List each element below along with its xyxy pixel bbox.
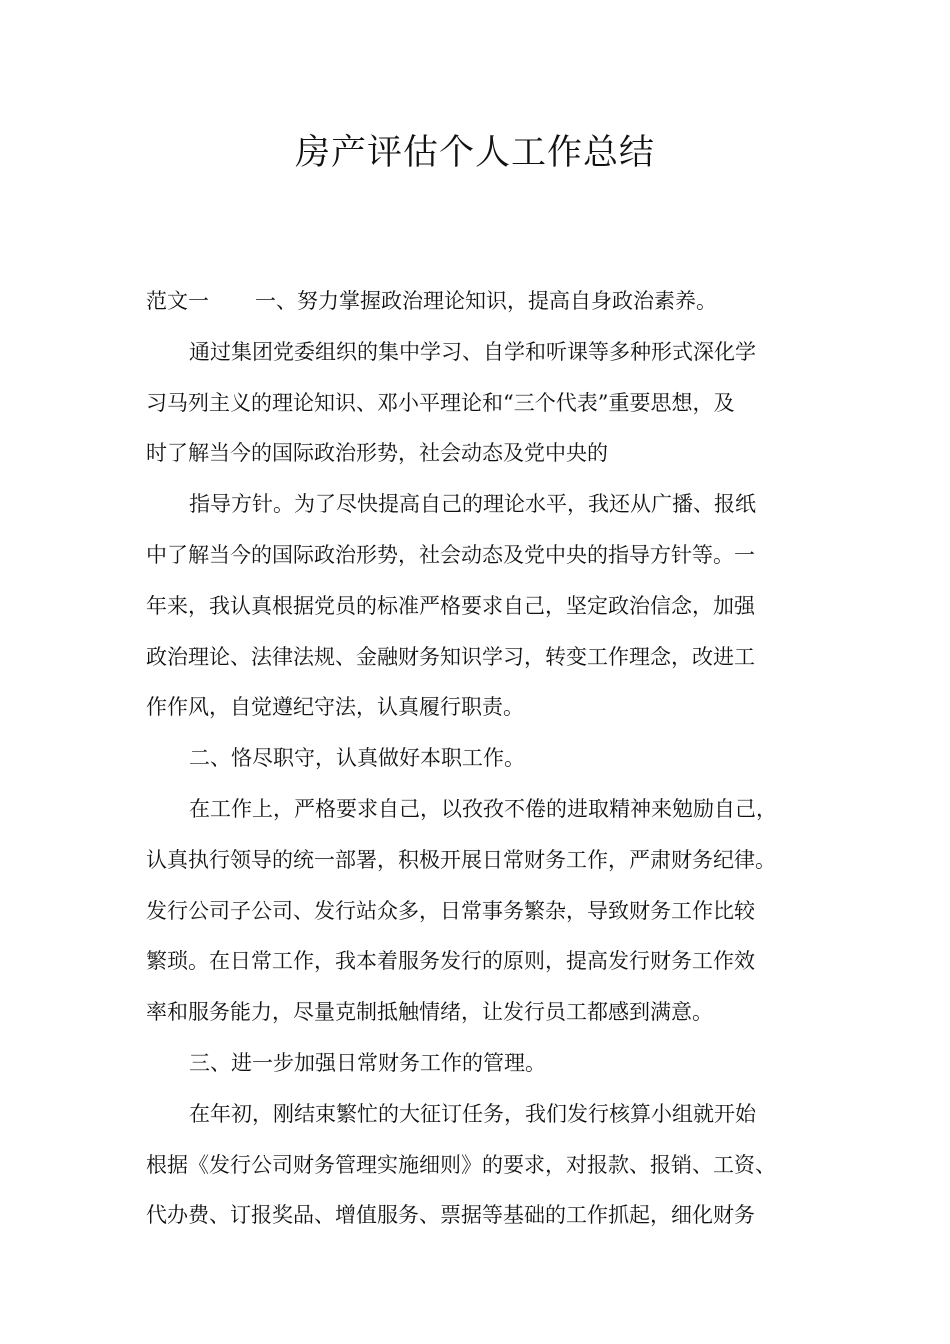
body-line-18: 根据《发行公司财务管理实施细则》的要求，对报款、报销、工资、 [146, 1152, 776, 1177]
body-line-8: 政治理论、法律法规、金融财务知识学习，转变工作理念，改进工 [146, 644, 755, 669]
body-line-15: 率和服务能力，尽量克制抵触情绪，让发行员工都感到满意。 [146, 1000, 713, 1025]
document-body [146, 276, 816, 1241]
section-heading-1: 一、努力掌握政治理论知识，提高自身政治素养。 [255, 289, 717, 313]
section-heading-2: 二、恪尽职守，认真做好本职工作。 [189, 746, 525, 771]
body-line-12: 认真执行领导的统一部署，积极开展日常财务工作，严肃财务纪律。 [146, 847, 776, 872]
sample-label: 范文一 [146, 289, 209, 313]
body-line-1 [146, 276, 816, 327]
body-line-4: 时了解当今的国际政治形势，社会动态及党中央的 [146, 441, 608, 466]
body-line-11: 在工作上，严格要求自己，以孜孜不倦的进取精神来勉励自己， [189, 796, 777, 821]
body-line-7: 年来，我认真根据党员的标准严格要求自己，坚定政治信念，加强 [146, 593, 755, 618]
section-heading-3: 三、进一步加强日常财务工作的管理。 [189, 1050, 546, 1075]
body-line-14: 繁琐。在日常工作，我本着服务发行的原则，提高发行财务工作效 [146, 949, 755, 974]
body-line-19: 代办费、订报奖品、增值服务、票据等基础的工作抓起，细化财务 [146, 1203, 755, 1228]
body-line-9: 作作风，自觉遵纪守法，认真履行职责。 [146, 695, 524, 720]
body-line-13: 发行公司子公司、发行站众多，日常事务繁杂，导致财务工作比较 [146, 898, 755, 923]
body-line-6: 中了解当今的国际政治形势，社会动态及党中央的指导方针等。一 [146, 542, 755, 567]
body-line-5: 指导方针。为了尽快提高自己的理论水平，我还从广播、报纸 [189, 492, 756, 517]
document-title: 房产评估个人工作总结 [294, 133, 655, 173]
body-line-2: 通过集团党委组织的集中学习、自学和听课等多种形式深化学 [189, 339, 756, 364]
body-line-3: 习马列主义的理论知识、邓小平理论和“三个代表”重要思想，及 [146, 390, 735, 415]
body-line-17: 在年初，刚结束繁忙的大征订任务，我们发行核算小组就开始 [189, 1101, 756, 1126]
